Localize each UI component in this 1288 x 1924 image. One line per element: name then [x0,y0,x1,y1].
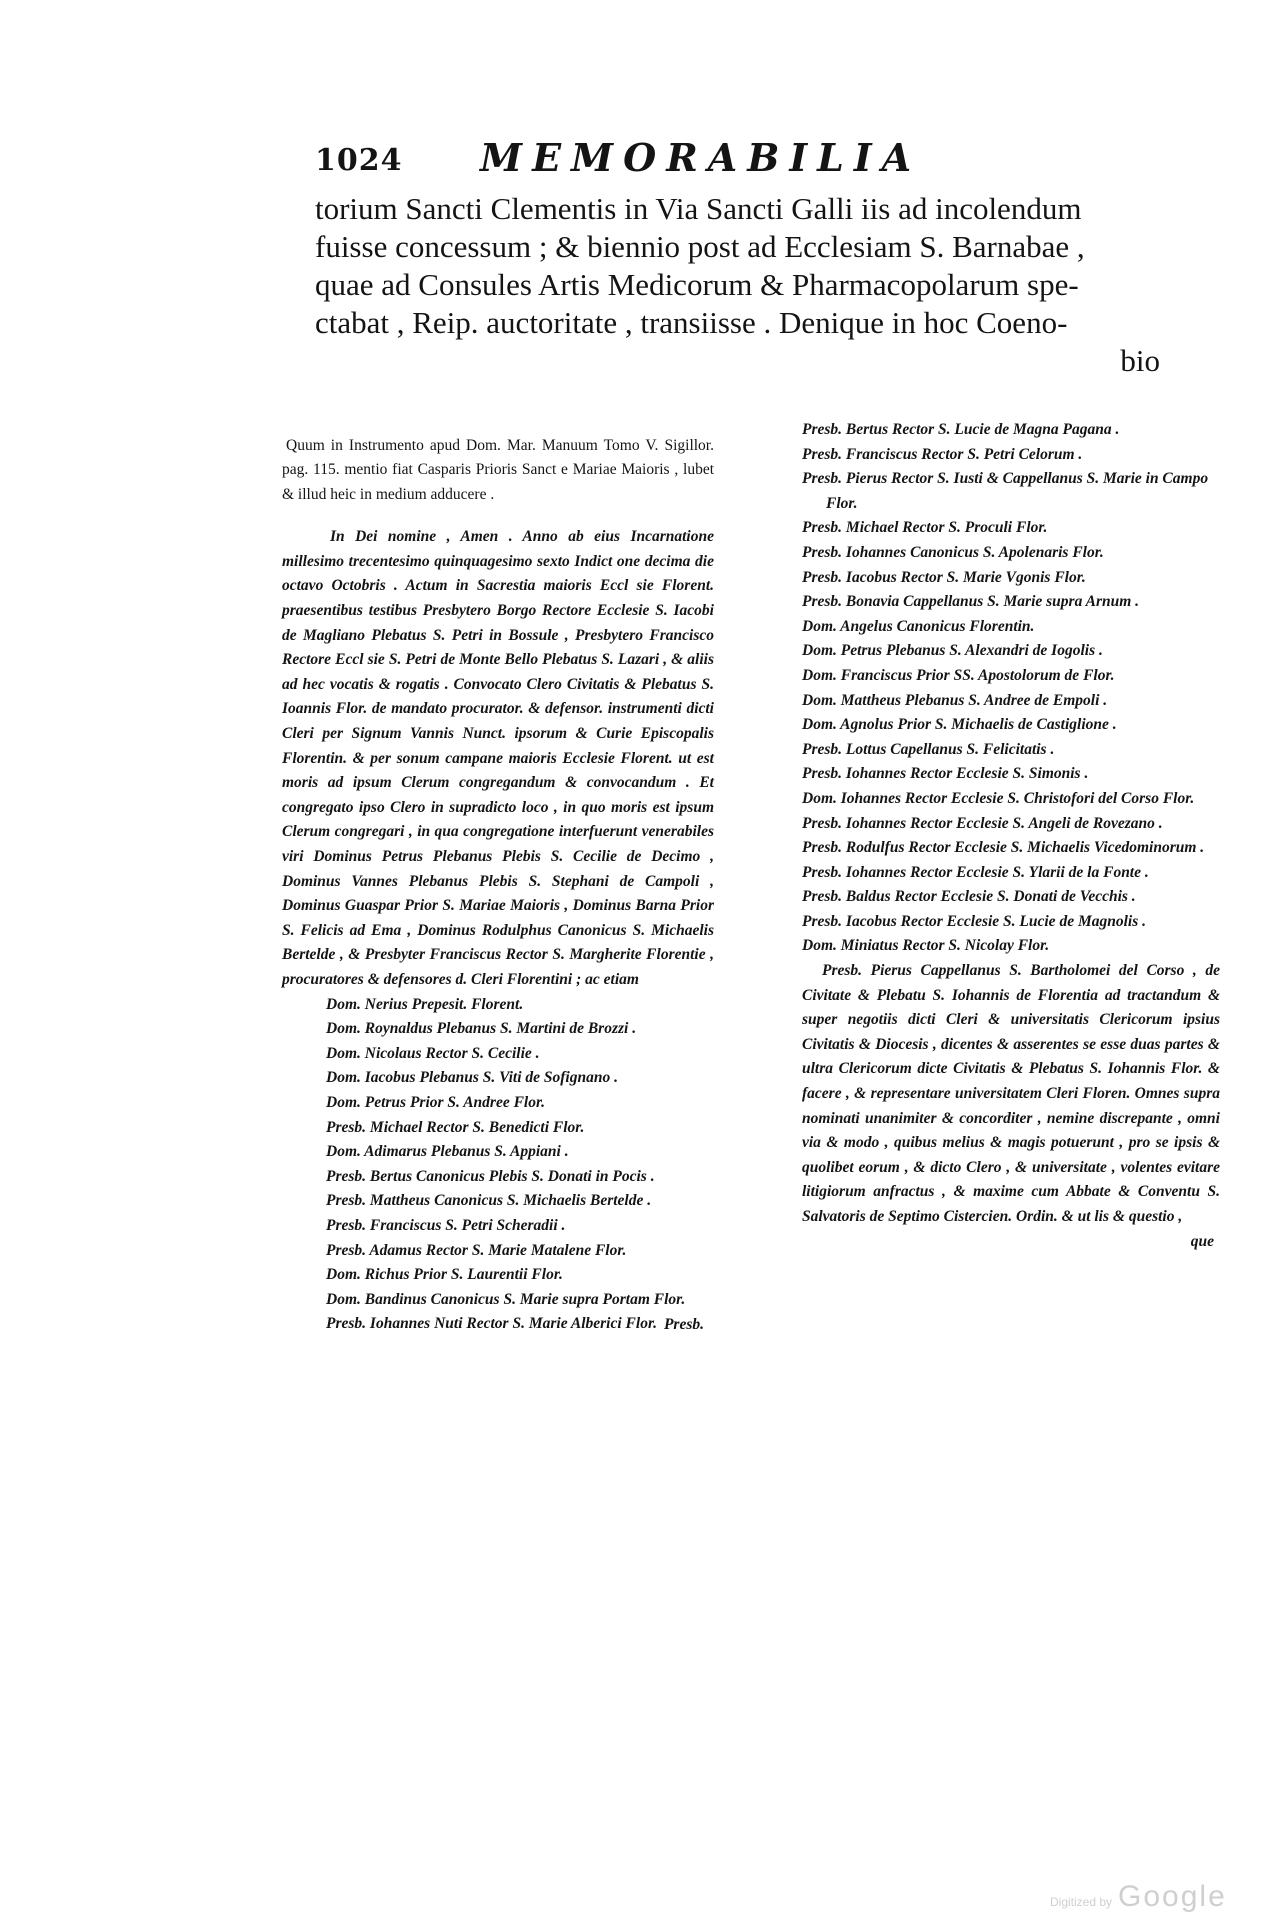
main-text-line: fuisse concessum ; & biennio post ad Ecclesiam S. Barnabae , [315,229,1085,264]
main-text-catchword: bio [1120,343,1160,378]
list-item: Presb. Baldus Rector Ecclesie S. Donati de Vecchis . [802,888,1136,906]
list-item: Presb. Bonavia Cappellanus S. Marie supra Arnum . [802,593,1140,611]
list-item: Dom. Franciscus Prior SS. Apostolorum de Flor. [802,666,1115,684]
main-text-block [315,190,1195,380]
list-item: Presb. Lottus Capellanus S. Felicitatis . [802,740,1055,758]
list-item: Presb. Rodulfus Rector Ecclesie S. Michaelis Vicedominorum . [802,839,1205,857]
list-item: Presb. Franciscus S. Petri Scheradii . [326,1216,566,1234]
list-item: Dom. Agnolus Prior S. Michaelis de Castiglione . [802,716,1117,734]
list-item: Dom. Angelus Canonicus Florentin. [802,617,1035,635]
list-item: Dom. Bandinus Canonicus S. Marie supra Portam Flor. [326,1290,686,1308]
list-item: Presb. Iacobus Rector S. Marie Vgonis Flor. [802,568,1086,586]
list-item: Dom. Miniatus Rector S. Nicolay Flor. [802,937,1050,955]
list-item: Dom. Nerius Prepesit. Florent. [326,995,524,1013]
list-item: Presb. Franciscus Rector S. Petri Celorum . [802,445,1083,463]
list-item: Presb. Iohannes Nuti Rector S. Marie Alberici Flor. [326,1315,657,1333]
left-column [282,418,714,1337]
page-number: 1024 [315,143,403,178]
main-text-line: torium Sancti Clementis in Via Sancti Galli iis ad incolendum [315,191,1082,226]
google-watermark [1050,1880,1227,1914]
list-item: Dom. Iacobus Plebanus S. Viti de Sofignano . [326,1069,618,1087]
list-item: Dom. Richus Prior S. Laurentii Flor. [326,1266,563,1284]
list-item: Dom. Iohannes Rector Ecclesie S. Christofori del Corso Flor. [802,789,1195,807]
page-header [315,135,1215,185]
continuation-paragraph: Presb. Pierus Cappellanus S. Bartholomei del Corso , de Civitate & Plebatu S. Iohannis de Florentia ad tractandum & super negotiis dicti Cleri & universitatis Clericorum ipsius Civitatis & Diocesis , dicentes & asserentes se esse duas partes & ultra Clericorum dicte Civitatis & Plebatus S. Iohannis Flor. & facere , & representare universitatem Cleri Floren. Omnes supra nominati unanimiter & concorditer , nemine discrepante , omni via & modo , quibus melius & magis potuerunt , pro se ipsis & quolibet eorum , & dicto Clero , & universitate , volentes evitare litigiorum anfractus , & maxime cum Abbate & Conventu S. Salvatoris de Septimo Cistercien. Ordin. & ut lis & questio , [802,962,1220,1225]
list-item: Dom. Petrus Plebanus S. Alexandri de Iogolis . [802,642,1103,660]
list-item: Dom. Nicolaus Rector S. Cecilie . [326,1044,540,1062]
list-item: Presb. Iohannes Canonicus S. Apolenaris Flor. [802,543,1104,561]
list-item: Presb. Iacobus Rector Ecclesie S. Lucie de Magnolis . [802,912,1146,930]
list-item: Presb. Michael Rector S. Benedicti Flor. [326,1118,585,1136]
list-item: Dom. Petrus Prior S. Andree Flor. [326,1093,546,1111]
main-text-line: ctabat , Reip. auctoritate , transiisse . Denique in hoc Coeno- [315,305,1068,340]
main-text-line: quae ad Consules Artis Medicorum & Pharmacopolarum spe- [315,267,1079,302]
list-item: Dom. Roynaldus Plebanus S. Martini de Brozzi . [326,1020,637,1038]
list-item: Dom. Mattheus Plebanus S. Andree de Empoli . [802,691,1108,709]
list-item: Presb. Mattheus Canonicus S. Michaelis Bertelde . [326,1192,652,1210]
intro-paragraph: Quum in Instrumento apud Dom. Mar. Manuum Tomo V. Sigillor. pag. 115. mentio fiat Casparis Prioris Sanct e Mariae Maioris , lubet & illud heic in medium adducere . [282,436,714,503]
list-item: Presb. Pierus Rector S. Iusti & Cappellanus S. Marie in Campo Flor. [802,470,1209,512]
right-catchword: que [1190,1232,1214,1250]
list-item: Dom. Adimarus Plebanus S. Appiani . [326,1143,569,1161]
list-item: Presb. Iohannes Rector Ecclesie S. Simonis . [802,765,1089,783]
running-title: MEMORABILIA [480,135,922,180]
left-catchword: Presb. [663,1315,704,1333]
list-item: Presb. Iohannes Rector Ecclesie S. Ylarii de la Fonte . [802,863,1149,881]
list-item: Presb. Bertus Canonicus Plebis S. Donati in Pocis . [326,1167,655,1185]
watermark-brand: Google [1118,1880,1227,1913]
list-item: Presb. Michael Rector S. Proculi Flor. [802,519,1048,537]
instrument-text: In Dei nomine , Amen . Anno ab eius Incarnatione millesimo trecentesimo quinquagesimo sexto Indict one decima die octavo Octobris . Actum in Sacrestia maioris Eccl sie Florent. praesentibus testibus Presbytero Borgo Rectore Ecclesie S. Iacobi de Magliano Plebatus S. Petri in Bossule , Presbytero Francisco Rectore Eccl sie S. Petri de Monte Bello Plebatus S. Lazari , & aliis ad hec vocatis & rogatis . Convocato Clero Civitatis & Plebatus S. Ioannis Flor. de mandato procurator. & defensor. instrumenti dicti Cleri per Signum Vannis Nunct. ipsorum & Curie Episcopalis Florentin. & per sonum campane maioris Ecclesie Florent. ut est moris ad ipsum Clerum congregandum & convocandum . Et congregato ipso Clero in supradicto loco , in quo moris est ipsum Clerum congregari , in qua congregatione interfuerunt venerabiles viri Dominus Petrus Plebanus Plebis S. Cecilie de Decimo , Dominus Vannes Plebanus Plebis S. Stephani de Campoli , Dominus Guaspar Prior S. Mariae Maioris , Dominus Barna Prior S. Felicis ad Ema , Dominus Rodulphus Canonicus S. Michaelis Bertelde , & Presbyter Franciscus Rector S. Margherite Florentie , procuratores & defensores d. Cleri Florentini ; ac etiam [282,528,714,988]
list-item: Presb. Iohannes Rector Ecclesie S. Angeli de Rovezano . [802,814,1163,832]
list-item: Presb. Bertus Rector S. Lucie de Magna Pagana . [802,421,1120,438]
list-item: Presb. Adamus Rector S. Marie Matalene Flor. [326,1241,627,1259]
watermark-prefix: Digitized by [1050,1895,1113,1909]
right-column [802,418,1220,1254]
